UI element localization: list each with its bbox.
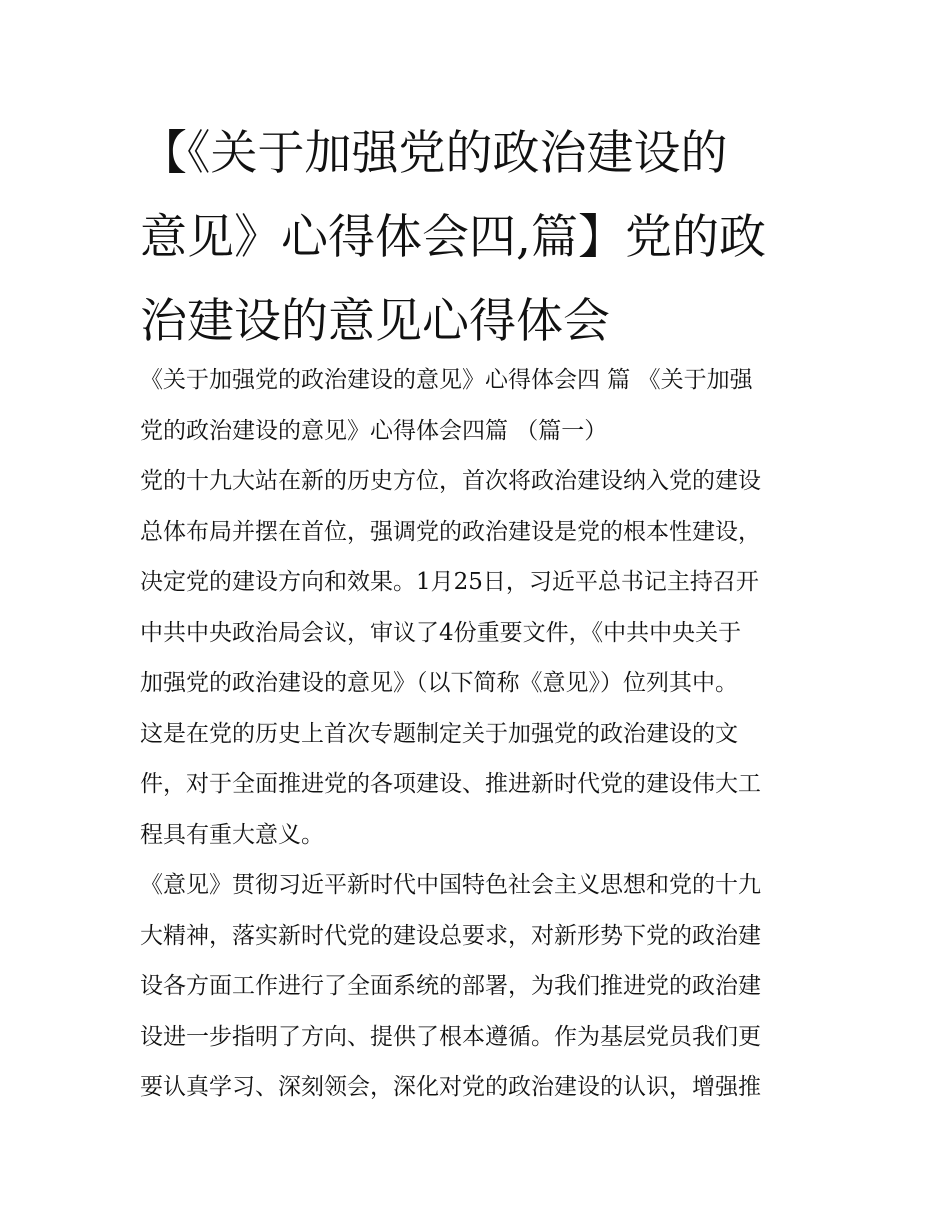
body-line: 总体布局并摆在首位，强调党的政治建设是党的根本性建设， <box>140 518 761 545</box>
document-body <box>140 355 820 1113</box>
body-line: 设进一步指明了方向、提供了根本遵循。作为基层党员我们更 <box>140 1023 761 1050</box>
document-title <box>140 112 820 364</box>
body-line: 中共中央政治局会议，审议了4份重要文件，《中共中央关于 <box>140 619 742 646</box>
body-line: 要认真学习、深刻领会，深化对党的政治建设的认识，增强推 <box>140 1074 761 1100</box>
body-line: 这是在党的历史上首次专题制定关于加强党的政治建设的文 <box>140 720 738 747</box>
body-line: 加强党的政治建设的意见》（以下简称《意见》）位列其中。 <box>140 670 738 696</box>
body-line: 党的政治建设的意见》心得体会四篇 （篇一） <box>140 417 608 444</box>
body-line: 件，对于全面推进党的各项建设、推进新时代党的建设伟大工 <box>140 771 761 797</box>
title-line: 【《关于加强党的政治建设的 <box>140 126 728 181</box>
title-line: 意见》心得体会四,篇】党的政 <box>140 210 766 265</box>
body-line: 党的十九大站在新的历史方位，首次将政治建设纳入党的建设 <box>140 468 761 494</box>
body-line: 决定党的建设方向和效果。1月25日，习近平总书记主持召开 <box>140 569 759 595</box>
body-line: 大精神，落实新时代党的建设总要求，对新形势下党的政治建 <box>140 922 761 949</box>
body-line: 《关于加强党的政治建设的意见》心得体会四 篇 《关于加强 <box>140 367 753 393</box>
body-line: 程具有重大意义。 <box>140 821 324 848</box>
body-line: 《意见》贯彻习近平新时代中国特色社会主义思想和党的十九 <box>140 872 761 898</box>
body-line: 设各方面工作进行了全面系统的部署，为我们推进党的政治建 <box>140 973 761 999</box>
title-line: 治建设的意见心得体会 <box>140 294 610 349</box>
